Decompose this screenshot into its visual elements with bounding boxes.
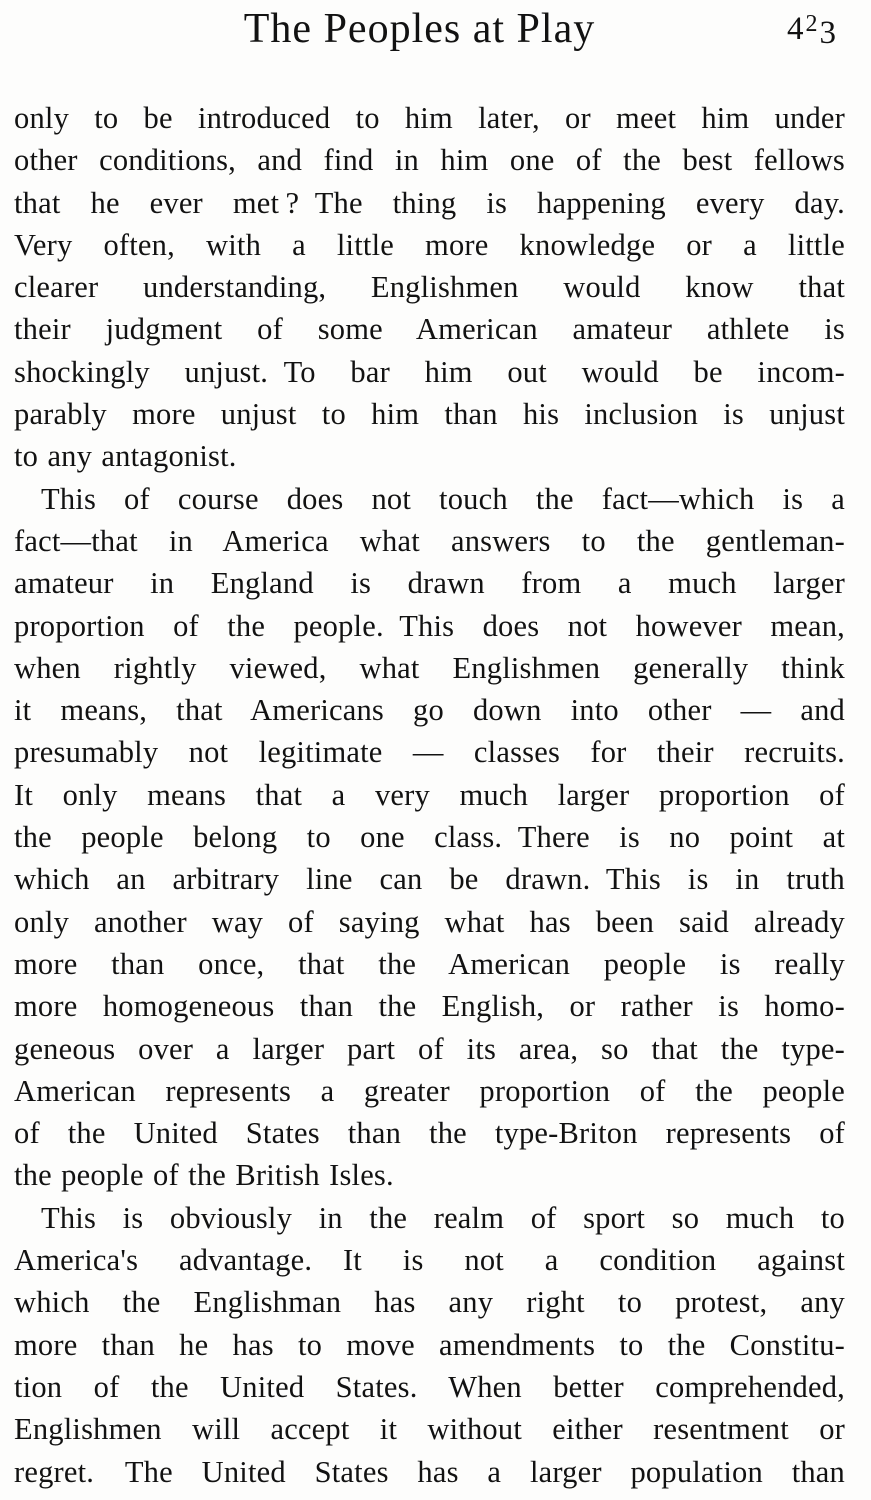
running-head: [0, 0, 871, 72]
page-number-digit: 4: [787, 11, 806, 47]
page-number: [787, 11, 838, 51]
page-title: The Peoples at Play: [243, 6, 596, 52]
text-line: This is obviously in the realm of sport so much to: [41, 1200, 845, 1235]
text-line: America's advantage. It is not a condition against: [14, 1243, 845, 1278]
text-line: when rightly viewed, what Englishmen generally think: [14, 650, 845, 685]
text-line: which an arbitrary line can be drawn. This is in truth: [14, 862, 845, 897]
text-line: other conditions, and find in him one of the best fellows: [14, 143, 845, 178]
text-line: that he ever met ? The thing is happening every day.: [14, 185, 845, 220]
text-line: only another way of saying what has been said already: [14, 904, 845, 939]
text-line: shockingly unjust. To bar him out would be incom-: [14, 354, 845, 389]
text-line: parably more unjust to him than his inclusion is unjust: [14, 397, 845, 432]
text-line: clearer understanding, Englishmen would know that: [14, 270, 845, 305]
text-line: geneous over a larger part of its area, so that the type-: [14, 1031, 845, 1066]
text-line: proportion of the people. This does not however mean,: [14, 608, 845, 643]
page-number-digit: 2: [805, 11, 820, 37]
text-line: more than he has to move amendments to the Constitu-: [14, 1327, 845, 1362]
page-number-digit: 3: [819, 15, 838, 51]
body-text: [14, 97, 845, 1493]
text-line: presumably not legitimate — classes for their recruits.: [14, 735, 845, 770]
text-line: more homogeneous than the English, or rather is homo-: [14, 989, 845, 1024]
text-line: amateur in England is drawn from a much larger: [14, 566, 845, 601]
text-line: tion of the United States. When better comprehended,: [14, 1369, 845, 1404]
text-line: it means, that Americans go down into other — and: [14, 693, 845, 728]
text-line: the people of the British Isles.: [14, 1158, 394, 1193]
text-line: regret. The United States has a larger population than: [14, 1454, 845, 1489]
text-line: fact—that in America what answers to the gentleman-: [14, 523, 845, 558]
text-line: more than once, that the American people is really: [14, 946, 845, 981]
text-line: Very often, with a little more knowledge or a little: [14, 227, 845, 262]
text-line: to any antagonist.: [14, 439, 237, 474]
text-line: American represents a greater proportion of the people: [14, 1073, 845, 1108]
text-line: which the Englishman has any right to protest, any: [14, 1285, 845, 1320]
text-line: the people belong to one class. There is no point at: [14, 820, 845, 855]
text-line: only to be introduced to him later, or meet him under: [14, 101, 845, 135]
text-line: their judgment of some American amateur athlete is: [14, 312, 845, 347]
text-line: It only means that a very much larger proportion of: [14, 777, 845, 812]
text-line: of the United States than the type-Briton represents of: [14, 1116, 845, 1151]
text-line: This of course does not touch the fact—which is a: [41, 481, 845, 516]
text-line: Englishmen will accept it without either resentment or: [14, 1412, 845, 1447]
